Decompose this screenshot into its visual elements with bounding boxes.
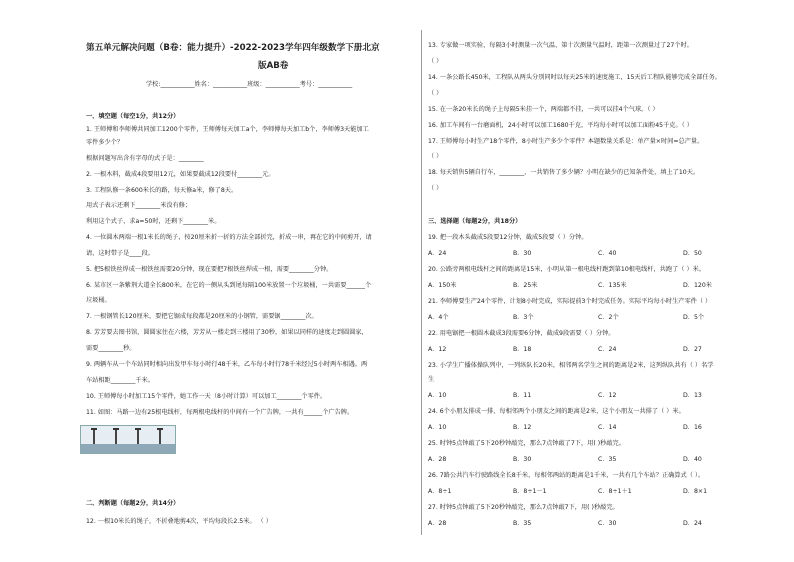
question-14-line1: 14. 一条公路长450米，工程队从两头分别同时以每天25米的速度施工，15天后工程队能够完成全部任务。 (428, 74, 722, 81)
q25-option-d: D．40 (683, 456, 702, 463)
utility-pole-icon (115, 429, 117, 444)
q21-option-c: C．2个 (598, 314, 619, 321)
question-6-line1: 6. 某市区一条紫荆大道全长800米，在它的一侧从头到尾每隔100米放置一个垃圾桶，一共需要______个 (86, 282, 372, 289)
q27-option-b: B．35 (513, 520, 532, 527)
lamp-icon (157, 428, 163, 430)
question-17-answer: （ ） (428, 153, 443, 160)
road-utility-poles-illustration (80, 425, 176, 454)
question-22: 22. 用电锯把一根圆木截成3段需要6分钟，截成9段需要（ ）分钟。 (428, 330, 615, 337)
question-13-line1: 13. 专家做一项实验，每隔3小时测量一次气温，第十次测量气温时，距第一次测量过了27个时。 (428, 42, 693, 49)
question-3-line2: 用式子表示还剩下________米没有修； (86, 202, 192, 209)
utility-pole-icon (137, 429, 139, 444)
question-1-line2: 零件多少个？ (86, 139, 124, 146)
q20-option-b: B．25米 (513, 282, 538, 289)
section-fill-in-title: 一、填空题（每空1分，共12分） (86, 113, 180, 120)
q25-option-b: B．30 (513, 456, 532, 463)
lamp-icon (113, 428, 119, 430)
question-14-answer: （ ） (428, 90, 443, 97)
lamp-icon (135, 428, 141, 430)
section-choice-title: 三、选择题（每题2分，共18分） (428, 218, 522, 225)
question-5: 5. 把5根铁丝焊成一根铁丝需要20分钟，现在要把7根铁丝焊成一根，需要________分钟。 (86, 266, 333, 273)
question-13-answer: （ ） (428, 58, 443, 65)
q20-option-a: A．150米 (428, 282, 457, 289)
question-9-line2: 车站相距________千米。 (86, 377, 155, 384)
question-23-line1: 23. 小学生广播体操队列中，一列纵队长20米，相邻两名学生之间的距离是2米，这列纵队共有（ ）名学 (428, 362, 714, 369)
road-shape (81, 444, 175, 453)
question-19: 19. 把一段木头截成5段要12分钟，截成5段要（ ）分钟。 (428, 234, 588, 241)
question-10: 10. 王师傅每小时加工15个零件，她工作一天（8小时计算）可以加工________个零件。 (86, 393, 327, 400)
q22-option-c: C．24 (598, 346, 617, 353)
q22-option-a: A．12 (428, 346, 447, 353)
question-4-line2: 请，这时带子是____段。 (86, 250, 155, 257)
column-divider (421, 30, 422, 535)
q26-option-d: D．8×1 (683, 488, 708, 495)
question-8-line2: 需要________秒。 (86, 345, 136, 352)
student-info-line: 学校:___________姓名：___________班级：___________考号：___________ (146, 81, 353, 88)
question-7: 7. 一根钢管长120厘米，要把它锯成每段都是20厘米的小钢管，需要锯________次。 (86, 313, 318, 320)
q24-option-d: D．16 (683, 424, 702, 431)
q19-option-b: B．30 (513, 250, 532, 257)
q24-option-b: B．12 (513, 424, 532, 431)
q22-option-d: D．27 (683, 346, 702, 353)
q26-option-b: B．8÷1－1 (513, 488, 547, 495)
q25-option-a: A．28 (428, 456, 447, 463)
question-24: 24. 6个小朋友排成一排，每相邻两个小朋友之间的距离是2米，这个小朋友一共排了（ ）米。 (428, 408, 685, 415)
question-17-line1: 17. 王师傅每小时生产18个零件，8小时生产多少个零件？本题数量关系是：单产量×时间=总产量。 (428, 138, 704, 145)
question-27: 27. 时钟5点钟敲了5下20秒钟敲完，那么7点钟敲7下，用( )秒敲完。 (428, 504, 619, 511)
page-title-line2: 版AB卷 (258, 61, 289, 71)
q25-option-c: C．35 (598, 456, 617, 463)
question-6-line2: 垃圾桶。 (86, 297, 111, 304)
question-4-line1: 4. 一位圆木两端一根1米长的绳子，按20厘米折一折的方法全部折完，折成一串，再在它的中间剪开，请 (86, 234, 372, 241)
utility-pole-icon (159, 429, 161, 444)
question-1-line1: 1. 王师傅和李师傅共同加工1200个零件，王师傅每天加工a个，李师傅每天加工b个，李师傅3天能加工 (86, 126, 369, 133)
question-12: 12. 一根10米长的绳子，不折叠地剪4次，平均每段长2.5米。 （ ） (86, 518, 272, 525)
q24-option-c: C．14 (598, 424, 617, 431)
q23-option-a: A．10 (428, 392, 447, 399)
q24-option-a: A．10 (428, 424, 447, 431)
question-16: 16. 加工车间有一台磨面机，24小时可以加工1680千克，平均每小时可以加工面粉45千克。（ ） (428, 122, 693, 129)
question-18-line1: 18. 每天销售5辆自行车，________，一共销售了多少辆？小明在缺少的已知条件处，填上了10天。 (428, 169, 700, 176)
question-20: 20. 公路旁两根电线杆之间的距离是15米，小明从第一根电线杆跑到第10根电线杆，共跑了（ ）米。 (428, 266, 706, 273)
q20-option-d: D．120米 (683, 282, 712, 289)
question-1-line3: 根据问题写出含有字母的式子是：________ (86, 155, 204, 162)
question-2: 2. 一根木料，截成4段要用12元，如果要截成12段要付________元。 (86, 171, 275, 178)
q23-option-c: C．12 (598, 392, 617, 399)
q27-option-a: A．28 (428, 520, 447, 527)
q20-option-c: C．135米 (598, 282, 627, 289)
question-3-line1: 3. 工程队修一条600米长的路，每天修a米，修了8天。 (86, 187, 238, 194)
question-11: 11. 如图：马路一边有25根电线杆，每两根电线杆的中间有一个广告牌，一共有______个广告牌。 (86, 409, 354, 416)
q19-option-c: C．40 (598, 250, 617, 257)
lamp-icon (91, 428, 97, 430)
page-title-line1: 第五单元解决问题（B卷：能力提升）-2022-2023学年四年级数学下册北京 (86, 43, 380, 53)
q26-option-a: A．8÷1 (428, 488, 452, 495)
q27-option-d: D．24 (683, 520, 702, 527)
q21-option-a: A．4个 (428, 314, 449, 321)
q22-option-b: B．18 (513, 346, 532, 353)
question-3-line3: 利用这个式子，求a=50时，还剩下________米。 (86, 218, 221, 225)
question-21: 21. 李师傅要生产24个零件，计划8小时完成，实际提前3个时完成任务。实际平均每小时生产零件（ ） (428, 298, 712, 305)
question-15: 15. 在一条20米长的绳子上每隔5米挂一个，两端都不挂，一共可以挂4个气球。（ ） (428, 106, 659, 113)
question-8-line1: 8. 芳芳要去图书馆，圆圆家住在六楼，芳芳从一楼走到三楼用了30秒，如果以同样的速度走到圆圆家， (86, 329, 368, 336)
question-18-answer: （ ） (428, 185, 443, 192)
q21-option-d: D．5个 (683, 314, 705, 321)
q19-option-a: A．24 (428, 250, 447, 257)
utility-pole-icon (93, 429, 95, 444)
left-column (86, 0, 416, 562)
question-25: 25. 时钟5点钟敲了5下20秒钟敲完，那么7点钟敲了7下，用( )秒敲完。 (428, 440, 625, 447)
question-23-line2: 生 (428, 376, 435, 383)
q21-option-b: B．3个 (513, 314, 534, 321)
section-true-false-title: 二、判断题（每题2分，共14分） (86, 500, 180, 507)
q23-option-b: B．11 (513, 392, 532, 399)
question-9-line1: 9. 两辆车从一个车站同时相向出发甲车每小时行48千米，乙车每小时行78千米经过5小时两车相遇。两 (86, 361, 368, 368)
q26-option-c: C．8÷1＋1 (598, 488, 632, 495)
q23-option-d: D．13 (683, 392, 702, 399)
q27-option-c: C．30 (598, 520, 617, 527)
question-26: 26. 7路公共汽车行驶路线全长8千米，每相邻两站的距离是1千米，一共有几个车站？正确算式（ ）。 (428, 472, 705, 479)
q19-option-d: D．50 (683, 250, 702, 257)
right-column (428, 0, 768, 562)
